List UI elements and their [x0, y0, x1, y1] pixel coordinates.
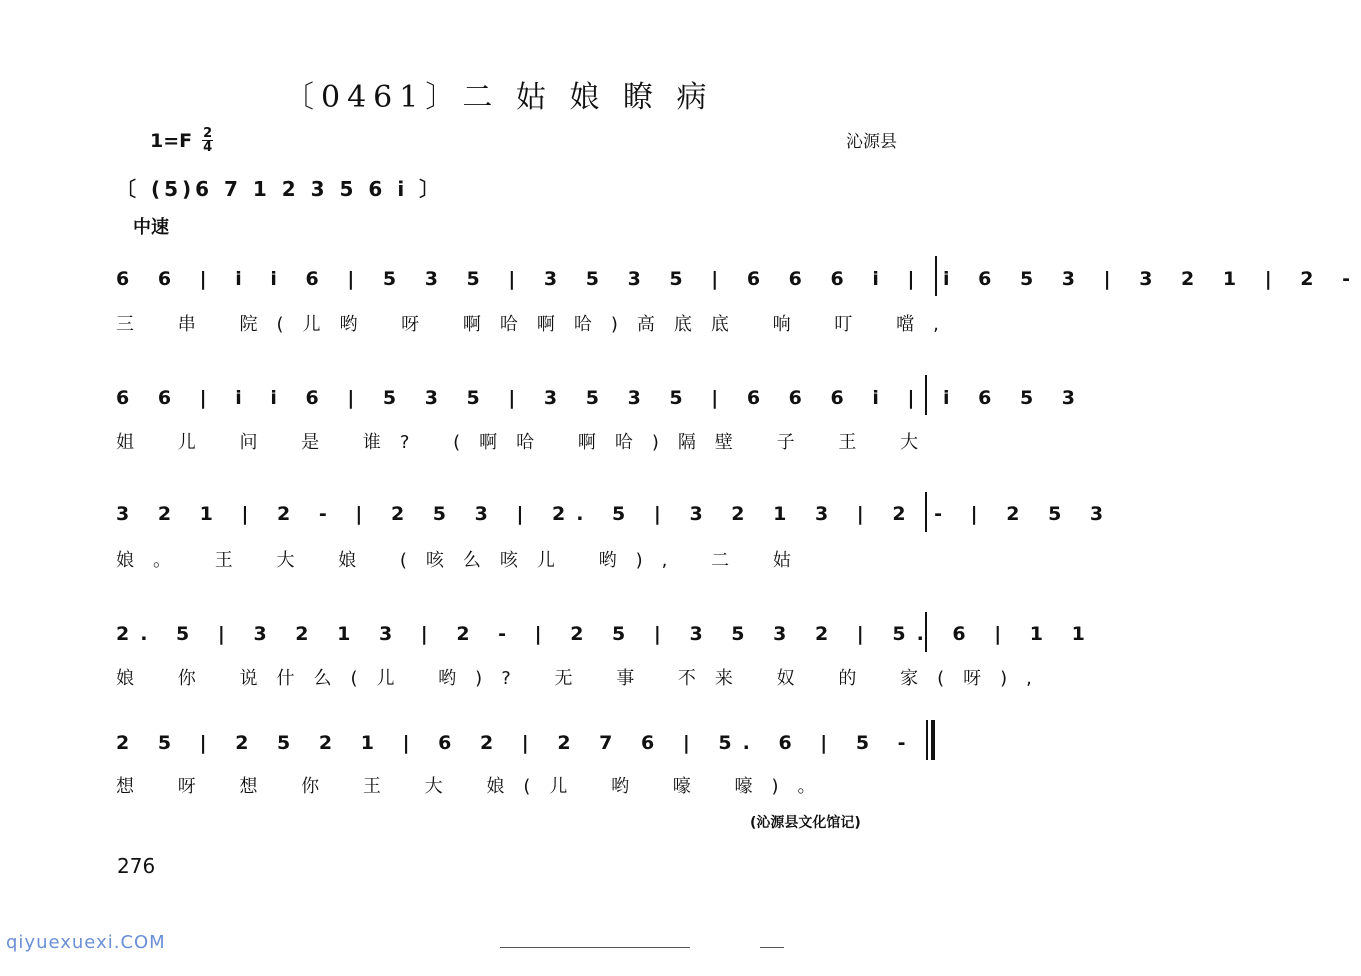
tempo-marking: 中速 [133, 217, 169, 238]
time-signature [202, 127, 213, 154]
song-title: 〔0461〕二 姑 娘 瞭 病 [284, 80, 714, 115]
time-denominator: 4 [203, 140, 213, 155]
intro-scale: 〔 (5)6 7 1 2 3 5 6 i 〕 [116, 177, 444, 201]
lyrics-line-4: 娘 你 说什么(儿 哟)? 无 事 不来 奴 的 家(呀), [116, 668, 1051, 689]
notation-line-1: 6 6 | i i 6 | 5 3 5 | 3 5 3 5 | 6 6 6 i | i 6 5 3 | 3 2 1 | 2 - [116, 268, 1361, 290]
transcription-credit: (沁源县文化馆记) [750, 815, 861, 831]
notation-line-5: 2 5 | 2 5 2 1 | 6 2 | 2 7 6 | 5. 6 | 5 - [116, 732, 917, 754]
end-barline-2 [925, 375, 927, 415]
key-signature [150, 127, 213, 154]
notation-line-2: 6 6 | i i 6 | 5 3 5 | 3 5 3 5 | 6 6 6 i | i 6 5 3 [116, 387, 1087, 409]
time-numerator: 2 [203, 126, 213, 141]
end-barline-3 [925, 492, 927, 532]
final-barline-thin [926, 720, 928, 760]
lyrics-line-1: 三 串 院(儿哟 呀 啊哈啊哈)高底底 响 叮 噹, [116, 314, 958, 335]
region-label: 沁源县 [846, 132, 897, 152]
notation-line-3: 3 2 1 | 2 - | 2 5 3 | 2. 5 | 3 2 1 3 | 2 - | 2 5 3 [116, 503, 1115, 525]
site-watermark: qiyuexuexi.COM [6, 932, 166, 953]
lyrics-line-2: 姐 儿 问 是 谁? (啊哈 啊哈)隔壁 子 王 大 [116, 432, 938, 453]
key-label: 1=F [150, 129, 193, 152]
bottom-rule-short [760, 947, 784, 948]
lyrics-line-3: 娘。 王 大 娘 (咳么咳儿 哟), 二 姑 [116, 550, 810, 571]
end-barline-1 [935, 256, 937, 296]
end-barline-4 [925, 612, 927, 652]
notation-line-4: 2. 5 | 3 2 1 3 | 2 - | 2 5 | 3 5 3 2 | 5. 6 | 1 1 [116, 623, 1096, 645]
final-barline-thick [931, 720, 935, 760]
lyrics-line-5: 想 呀 想 你 王 大 娘(儿 哟 嚎 嚎)。 [116, 776, 835, 797]
page-number: 276 [117, 854, 156, 878]
bottom-rule [500, 947, 690, 948]
